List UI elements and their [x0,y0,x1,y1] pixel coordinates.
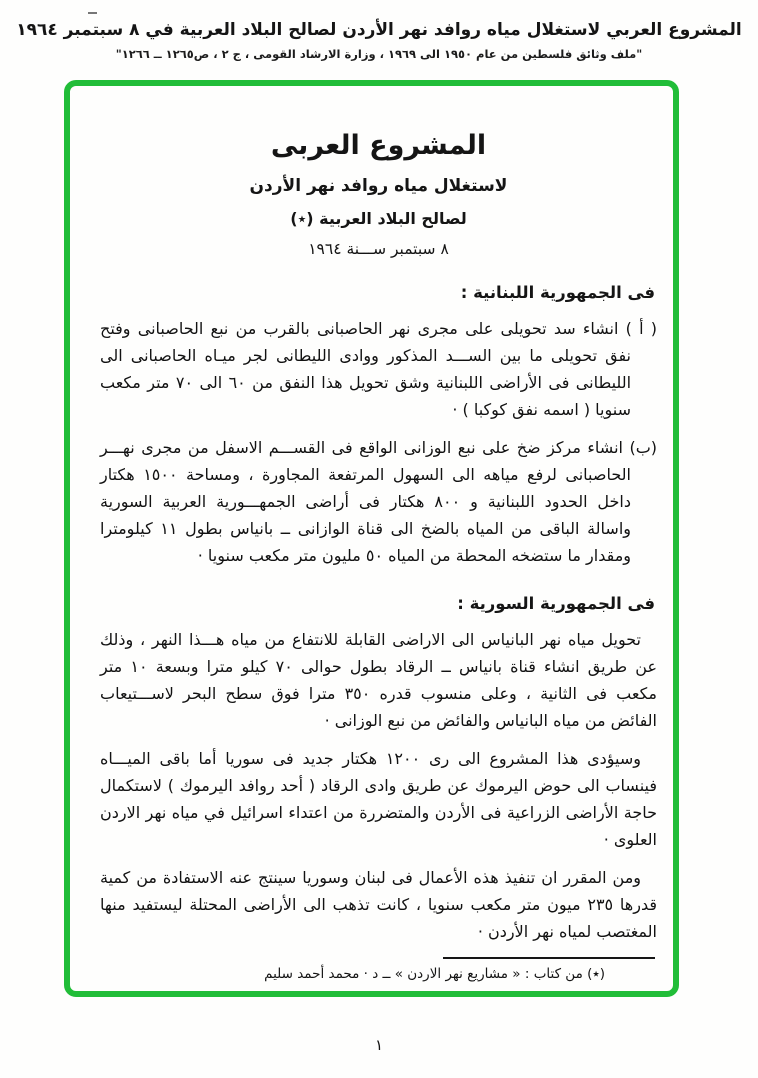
page-number: ١ [374,1036,384,1054]
paragraph-syria-3: ومن المقرر ان تنفيذ هذه الأعمال فى لبنان وسوريا سينتج عنه الاستفادة من كمية قدرها ٢٣٥ ميون متر مكعب سنويا ، كانت تذهب الى الأراضى المحتلة ليستفيد منها المغتصب لمياه نهر الأردن · [100,868,658,941]
paragraph-syria-1: تحويل مياه نهر البانياس الى الاراضى القابلة للانتفاع من مياه هـــذا النهر ، وذلك عن طريق انشاء قناة بانياس ــ الرقاد بطول حوالى ٧٠ كيلو مترا وبسعة ١٠ متر مكعب فى الثانية ، وعلى منسوب قدره ٣٥٠ مترا فوق سطح البحر لاســـتيعاب الفائض من مياه البانياس والفائض من نبع الوزانى · [100,630,658,730]
footnote-text: (٭) من كتاب : « مشاريع نهر الاردن » ــ د · محمد أحمد سليم [264,966,605,982]
document-frame [64,80,679,997]
header-citation-source: "ملف وثائق فلسطين من عام ١٩٥٠ الى ١٩٦٩ ، وزارة الارشاد القومى ، ج ٢ ، ص١٢٦٥ ــ ١٢٦٦" [115,47,643,61]
paragraph-lebanon-b: (ب) انشاء مركز ضخ على نبع الوزانى الواقع فى القســـم الاسفل من مجرى نهـــر الحاصبانى لرفع مياهه الى السهول المرتفعة المجاورة ، ومساحة ١٥٠٠ هكتار داخل الحدود اللبنانية و ٨٠٠ هكتار فى أراضى الجمهـــورية العربية السورية واسالة الباقى من المياه بالضخ الى قناة الوازانى ــ بانياس بطول ١١ كيلومترا ومقدار ما ستضخه المحطة من المياه ٥٠ مليون متر مكعب سنويا · [100,438,657,565]
section-heading-lebanon: فى الجمهورية اللبنانية : [460,283,655,302]
footnote-divider [443,957,655,959]
page-header [0,0,758,61]
paragraph-lebanon-a: ( أ ) انشاء سد تحويلى على مجرى نهر الحاصبانى بالقرب من نبع الحاصبانى وفتح نفق تحويلى ما بين الســـد المذكور ووادى الليطانى لجر ميـاه الحاصبانى الى الليطانى فى الأراضى اللبنانية وشق تحويل هذا النفق من ٦٠ الى ٧٠ متر مكعب سنويا ( اسمه نفق كوكبا ) · [100,319,657,419]
document-subtitle-line1: لاستغلال مياه روافد نهر الأردن [249,176,508,196]
header-citation-title: المشروع العربي لاستغلال مياه روافد نهر الأردن لصالح البلاد العربية في ٨ سبتمبر ١٩٦٤ [16,20,742,40]
document-date-line: ٨ سبتمبر ســـنة ١٩٦٤ [308,240,449,258]
scan-artifact-dash [88,12,97,14]
section-heading-syria: فى الجمهورية السورية : [457,594,655,613]
document-title: المشروع العربى [270,130,487,161]
document-subtitle-line2: لصالح البلاد العربية (٭) [290,209,467,228]
paragraph-syria-2: وسيؤدى هذا المشروع الى رى ١٢٠٠ هكتار جديد فى سوريا أما باقى الميـــاه فينساب الى حوض اليرموك عن طريق وادى الرقاد ( أحد روافد اليرموك ) لاستكمال حاجة الأراضى الزراعية فى الأردن والمتضررة من اعتداء اسرائيل في مياه نهر الاردن العلوى · [100,749,657,849]
